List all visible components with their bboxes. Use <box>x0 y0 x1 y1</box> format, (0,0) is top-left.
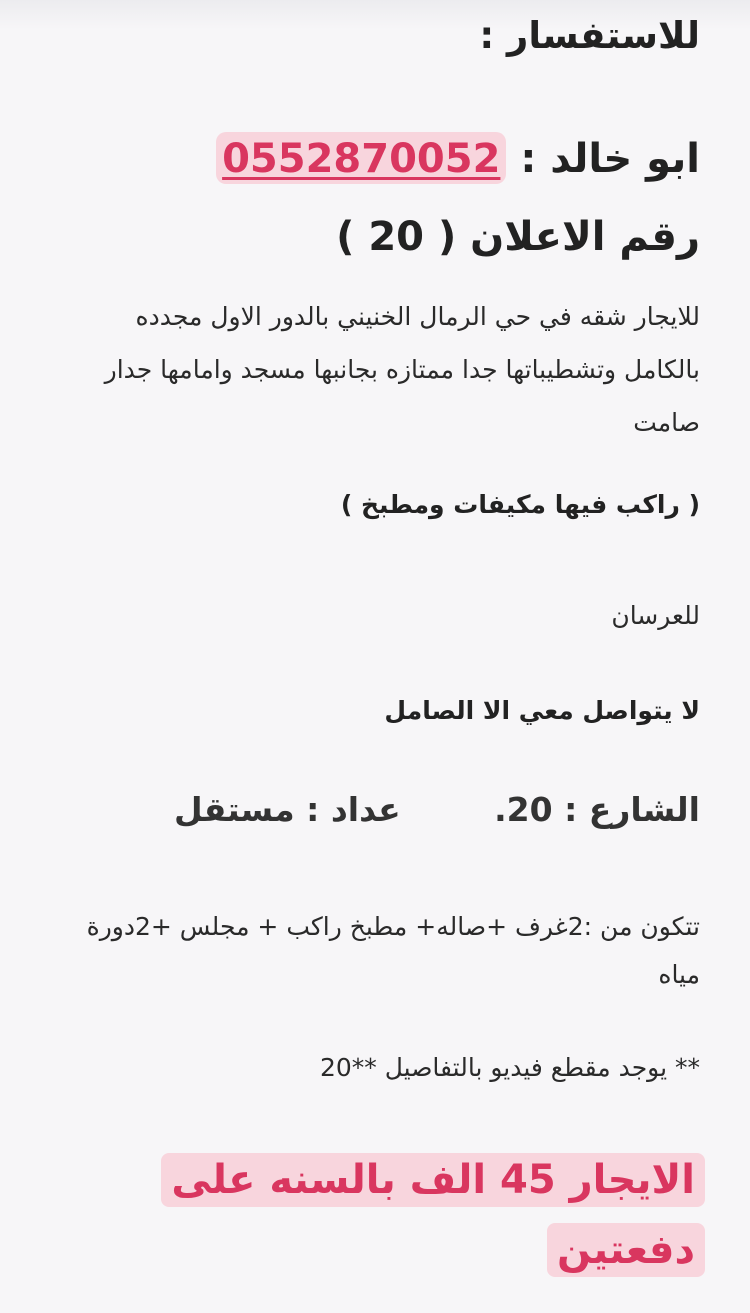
included-note: ( راكب فيها مكيفات ومطبخ ) <box>340 490 700 519</box>
inquiry-label: للاستفسار : <box>479 14 700 57</box>
contact-name: ابو خالد : <box>520 136 700 182</box>
target-tenants: للعرسان <box>611 601 700 630</box>
rent-text: الايجار 45 الف بالسنه على دفعتين <box>161 1153 705 1277</box>
video-note: ** يوجد مقطع فيديو بالتفاصيل **20 <box>319 1053 700 1082</box>
contact-note: لا يتواصل معي الا الصامل <box>384 696 700 725</box>
rent-highlight <box>165 1145 705 1285</box>
ad-description: للايجار شقه في حي الرمال الخنيني بالدور الاول مجدده بالكامل وتشطيباتها جدا ممتازه بجانبها مسجد وامامها جدار صامت <box>104 302 700 437</box>
meter-info: عداد : مستقل <box>174 790 401 829</box>
ad-number: رقم الاعلان ( 20 ) <box>336 214 700 260</box>
rooms-info: تتكون من :2غرف +صاله+ مطبخ راكب + مجلس +2دورة مياه <box>86 912 700 989</box>
phone-link[interactable]: 0552870052 <box>216 132 506 184</box>
contact-row <box>216 132 700 184</box>
street-info: الشارع : 20. <box>494 790 700 829</box>
